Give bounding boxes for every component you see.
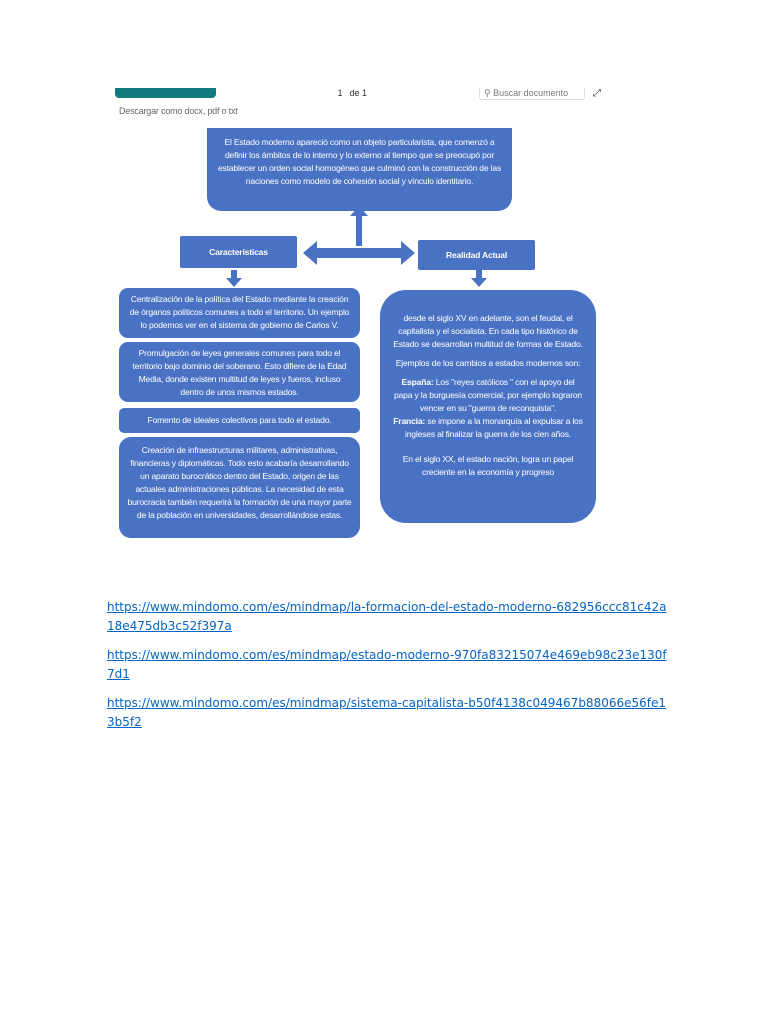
reference-link[interactable]: https://www.mindomo.com/es/mindmap/estado-moderno-970fa83215074e469eb98c23e130f7d1 [107, 648, 667, 681]
characteristic-text: Creación de infraestructuras militares, administrativas, financieras y diplomáticas. Todo esto acabaría desarrollando un aparato burocrático dentro del Estado, origen de las actuales administraciones públicas. La necesidad de esta burocracia también requerirá la formación de una mayor parte de la población en universidades, desarrollándose estas. [127, 445, 352, 520]
down-arrow-left [226, 270, 242, 287]
down-arrow-right [471, 270, 487, 287]
reference-links [107, 598, 667, 742]
reference-link[interactable]: https://www.mindomo.com/es/mindmap/la-formacion-del-estado-moderno-682956ccc81c42a18e475db3c52f397a [107, 600, 667, 633]
search-placeholder: Buscar documento [493, 88, 569, 98]
characteristic-text: Centralización de la política del Estado mediante la creación de órganos políticos comunes a todo el territorio. Un ejemplo lo podemos ver en el sistema de gobierno de Carlos V. [129, 294, 350, 330]
characteristic-text: Promulgación de leyes generales comunes para todo el territorio bajo dominio del soberano. Esto difiere de la Edad Media, donde existen multitud de leyes y fueros, incluso dentro de unos mismos estados. [132, 348, 347, 397]
page-indicator [333, 88, 367, 98]
up-arrow [350, 206, 368, 246]
characteristic-item [119, 437, 360, 538]
reality-intro: desde el siglo XV en adelante, son el feudal, el capitalista y el socialista. En cada tipo histórico de Estado se desarrollan multitud de formas de Estado. [393, 313, 583, 349]
current-reality-box [380, 290, 596, 523]
spain-text: Los "reyes católicos " con el apoyo del papa y la burguesía comercial, por ejemplo lograron vencer en su "guerra de reconquista". [393, 377, 583, 413]
characteristic-item [119, 342, 360, 402]
spain-label: España: [401, 377, 434, 387]
characteristics-header-text: Características [209, 246, 268, 257]
viewer-toolbar [107, 88, 608, 128]
characteristics-header [180, 236, 297, 268]
embedded-screenshot [107, 88, 608, 558]
reality-closing: En el siglo XX, el estado nación, logra un papel creciente en la economía y progreso [402, 454, 574, 477]
search-icon: ⚲ [484, 88, 491, 98]
characteristic-item [119, 288, 360, 338]
page-number-input[interactable]: 1 [337, 88, 343, 98]
current-reality-header-text: Realidad Actual [445, 249, 508, 260]
france-text: se impone a la monarquía al expulsar a los ingleses al finalizar la guerra de los cien años. [405, 416, 583, 439]
characteristic-item [119, 408, 360, 433]
root-node-text: El Estado moderno apareció como un objeto particularista, que comenzó a definir los ámbitos de lo interno y lo externo al tiempo que se preocupó por establecer un orden social homogéneo que culminó con la construcción de las naciones como modelo de cohesión social y vínculo identitario. [217, 137, 502, 186]
reality-examples-title: Ejemplos de los cambios a estados modernos son: [395, 358, 581, 368]
search-input[interactable] [479, 88, 585, 100]
france-label: Francia: [393, 416, 426, 426]
characteristic-text: Fomento de ideales colectivos para todo el estado. [147, 415, 332, 425]
download-button[interactable] [115, 88, 216, 98]
page-total: de 1 [349, 88, 368, 98]
mindmap [107, 128, 608, 558]
current-reality-header [418, 240, 535, 270]
reference-link[interactable]: https://www.mindomo.com/es/mindmap/sistema-capitalista-b50f4138c049467b88066e56fe13b5f2 [107, 696, 667, 729]
fullscreen-icon[interactable]: ⤢ [593, 88, 601, 99]
download-caption: Descargar como docx, pdf o txt [119, 106, 238, 116]
